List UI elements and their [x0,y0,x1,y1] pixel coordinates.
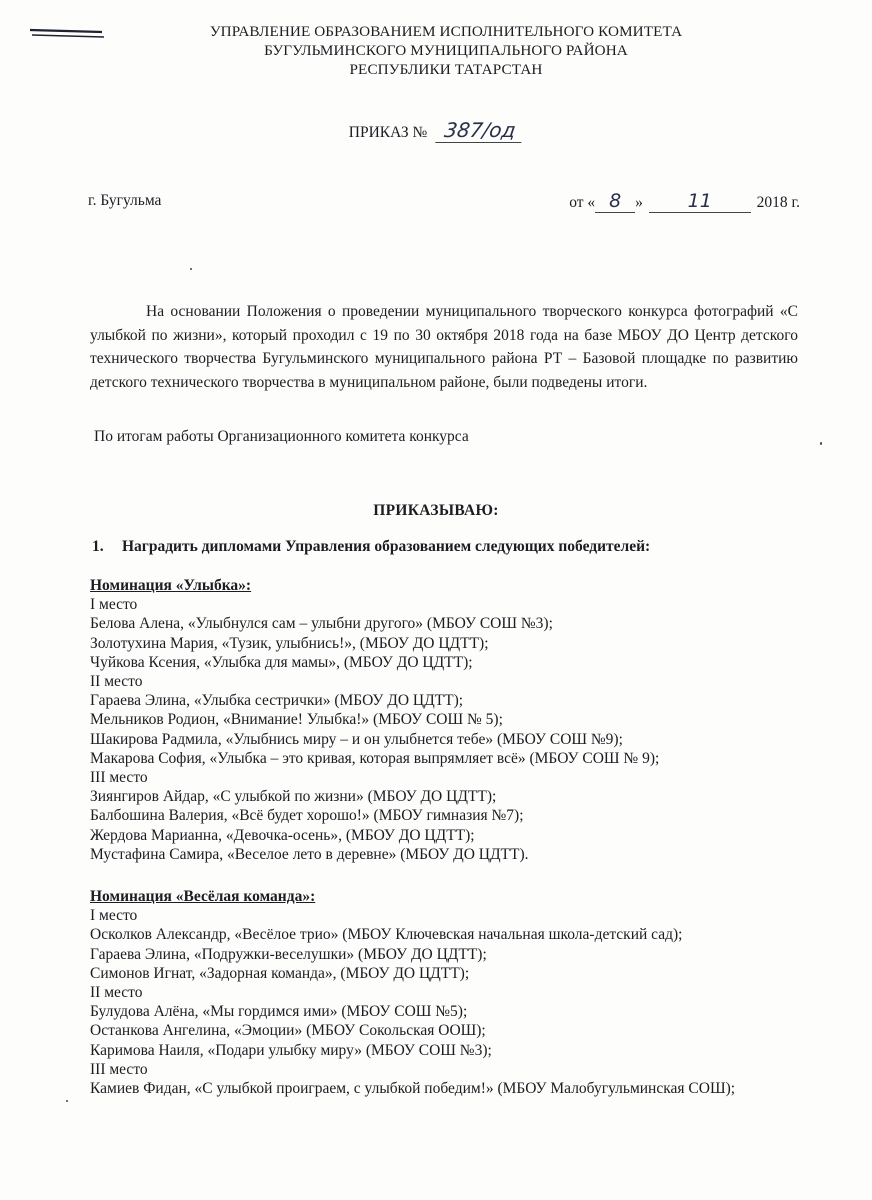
date-prefix: от « [569,194,596,211]
entry: Каримова Наиля, «Подари улыбку миру» (МБОУ СОШ №3); [90,1041,492,1059]
entry: Жердова Марианна, «Девочка-осень», (МБОУ ДО ЦДТТ); [90,826,475,844]
entry: Осколков Александр, «Весёлое трио» (МБОУ Ключевская начальная школа-детский сад); [90,926,683,944]
order-title [0,118,872,143]
place-heading: II место [90,984,143,1002]
entry: Останкова Ангелина, «Эмоции» (МБОУ Сокольская ООШ); [90,1022,486,1040]
intro-paragraph: На основании Положения о проведении муниципального творческого конкурса фотографий «С улыбкой по жизни», который проходил с 19 по 30 октября 2018 года на базе МБОУ ДО Центр детского технического творчества Бугульминского муниципального района РТ – Базовой площадке по развитию детского технического творчества в муниципальном районе, были подведены итоги. [90,303,798,391]
entry: Балбошина Валерия, «Всё будет хорошо!» (МБОУ гимназия №7); [90,807,524,825]
scan-speck [820,442,822,445]
entry: Мельников Родион, «Внимание! Улыбка!» (МБОУ СОШ № 5); [90,711,503,729]
entry: Гараева Элина, «Подружки-веселушки» (МБОУ ДО ЦДТТ); [90,945,487,963]
entry: Гараева Элина, «Улыбка сестрички» (МБОУ ДО ЦДТТ); [90,692,464,710]
point-1 [92,538,650,556]
scan-speck [190,268,192,270]
date-year: 2018 г. [756,194,800,211]
point-text: Наградить дипломами Управления образованием следующих победителей: [122,538,651,555]
place-heading: I место [90,596,138,614]
place-heading: III место [90,769,148,787]
place-heading: I место [90,907,138,925]
date-mid: » [635,194,643,211]
scan-speck [66,1100,68,1102]
entry: Мустафина Самира, «Веселое лето в деревне» (МБОУ ДО ЦДТТ). [90,845,529,863]
order-date [569,190,800,213]
entry: Макарова София, «Улыбка – это кривая, которая выпрямляет всё» (МБОУ СОШ № 9); [90,749,660,767]
header-line-3: РЕСПУБЛИКИ ТАТАРСТАН [349,61,543,78]
date-month-handwritten: 11 [649,190,751,213]
place-heading: III место [90,1060,148,1078]
nomination-fun-team [90,887,810,1098]
order-number-handwritten: 387/од [435,118,525,143]
entry: Золотухина Мария, «Тузик, улыбнись!», (МБОУ ДО ЦДТТ); [90,634,489,652]
entry: Булудова Алёна, «Мы гордимся ими» (МБОУ СОШ №5); [90,1003,468,1021]
document-header [0,22,872,79]
place-heading: II место [90,673,143,691]
order-label: ПРИКАЗ № [348,124,428,141]
entry: Симонов Игнат, «Задорная команда», (МБОУ ДО ЦДТТ); [90,964,470,982]
city: г. Бугульма [88,192,162,209]
nomination-title: Номинация «Весёлая команда»: [90,888,316,905]
nomination-title: Номинация «Улыбка»: [90,577,252,594]
entry: Камиев Фидан, «С улыбкой проиграем, с улыбкой победим!» (МБОУ Малобугульминская СОШ); [90,1080,736,1098]
order-word: ПРИКАЗЫВАЮ: [373,502,499,519]
entry: Зиянгиров Айдар, «С улыбкой по жизни» (МБОУ ДО ЦДТТ); [90,788,497,806]
header-line-2: БУГУЛЬМИНСКОГО МУНИЦИПАЛЬНОГО РАЙОНА [264,42,628,59]
entry: Белова Алена, «Улыбнулся сам – улыбни другого» (МБОУ СОШ №3); [90,615,553,633]
basis-line: По итогам работы Организационного комитета конкурса [94,428,469,445]
date-day-handwritten: 8 [595,190,635,213]
point-number: 1. [92,538,104,555]
header-line-1: УПРАВЛЕНИЕ ОБРАЗОВАНИЕМ ИСПОЛНИТЕЛЬНОГО КОМИТЕТА [209,23,683,40]
nomination-smile [90,576,810,864]
entry: Чуйкова Ксения, «Улыбка для мамы», (МБОУ ДО ЦДТТ); [90,653,473,671]
entry: Шакирова Радмила, «Улыбнись миру – и он улыбнется тебе» (МБОУ СОШ №9); [90,730,623,748]
